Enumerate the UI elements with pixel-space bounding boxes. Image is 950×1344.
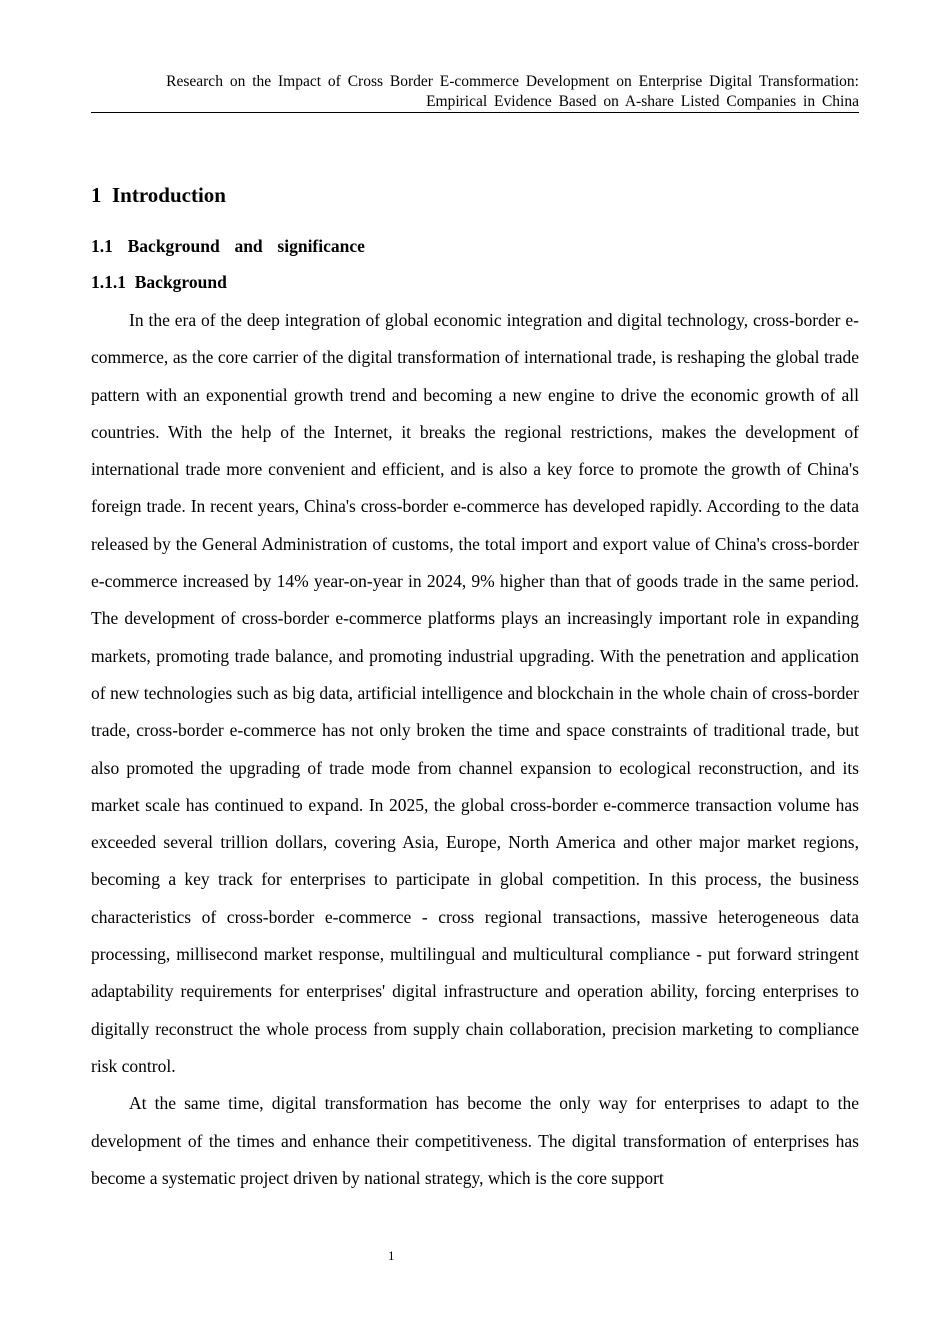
body-paragraph: In the era of the deep integration of global economic integration and digital technology, cross-border e-commerce, as the core carrier of the digital transformation of international trade, is reshaping the global trade pattern with an exponential growth trend and becoming a new engine to drive the economic growth of all countries. With the help of the Internet, it breaks the regional restrictions, makes the development of international trade more convenient and efficient, and is also a key force to promote the growth of China's foreign trade. In recent years, China's cross-border e-commerce has developed rapidly. According to the data released by the General Administration of customs, the total import and export value of China's cross-border e-commerce increased by 14% year-on-year in 2024, 9% higher than that of goods trade in the same period. The development of cross-border e-commerce platforms plays an increasingly important role in expanding markets, promoting trade balance, and promoting industrial upgrading. With the penetration and application of new technologies such as big data, artificial intelligence and blockchain in the whole chain of cross-border trade, cross-border e-commerce has not only broken the time and space constraints of traditional trade, but also promoted the upgrading of trade mode from channel expansion to ecological reconstruction, and its market scale has continued to expand. In 2025, the global cross-border e-commerce transaction volume has exceeded several trillion dollars, covering Asia, Europe, North America and other major market regions, becoming a key track for enterprises to participate in global competition. In this process, the business characteristics of cross-border e-commerce - cross regional transactions, massive heterogeneous data processing, millisecond market response, multilingual and multicultural compliance - put forward stringent adaptability requirements for enterprises' digital infrastructure and operation ability, forcing enterprises to digitally reconstruct the whole process from supply chain collaboration, precision marketing to compliance risk control. [91,310,859,1076]
running-header [91,72,859,113]
body-paragraph: At the same time, digital transformation has become the only way for enterprises to adapt to the development of the times and enhance their competitiveness. The digital transformation of enterprises has become a systematic project driven by national strategy, which is the core support [91,1093,859,1188]
running-header-title-line-1: Research on the Impact of Cross Border E-commerce Development on Enterprise Digital Transformation: [166,73,859,90]
subsubsection-heading: 1.1.1 Background [91,272,227,292]
body-text [91,302,859,1197]
page-number: 1 [388,1248,395,1263]
running-header-title-line-2: Empirical Evidence Based on A-share Listed Companies in China [426,92,859,110]
document-page [91,0,859,1344]
subsection-heading: 1.1 Background and significance [91,236,365,256]
section-heading: 1 Introduction [91,183,226,207]
